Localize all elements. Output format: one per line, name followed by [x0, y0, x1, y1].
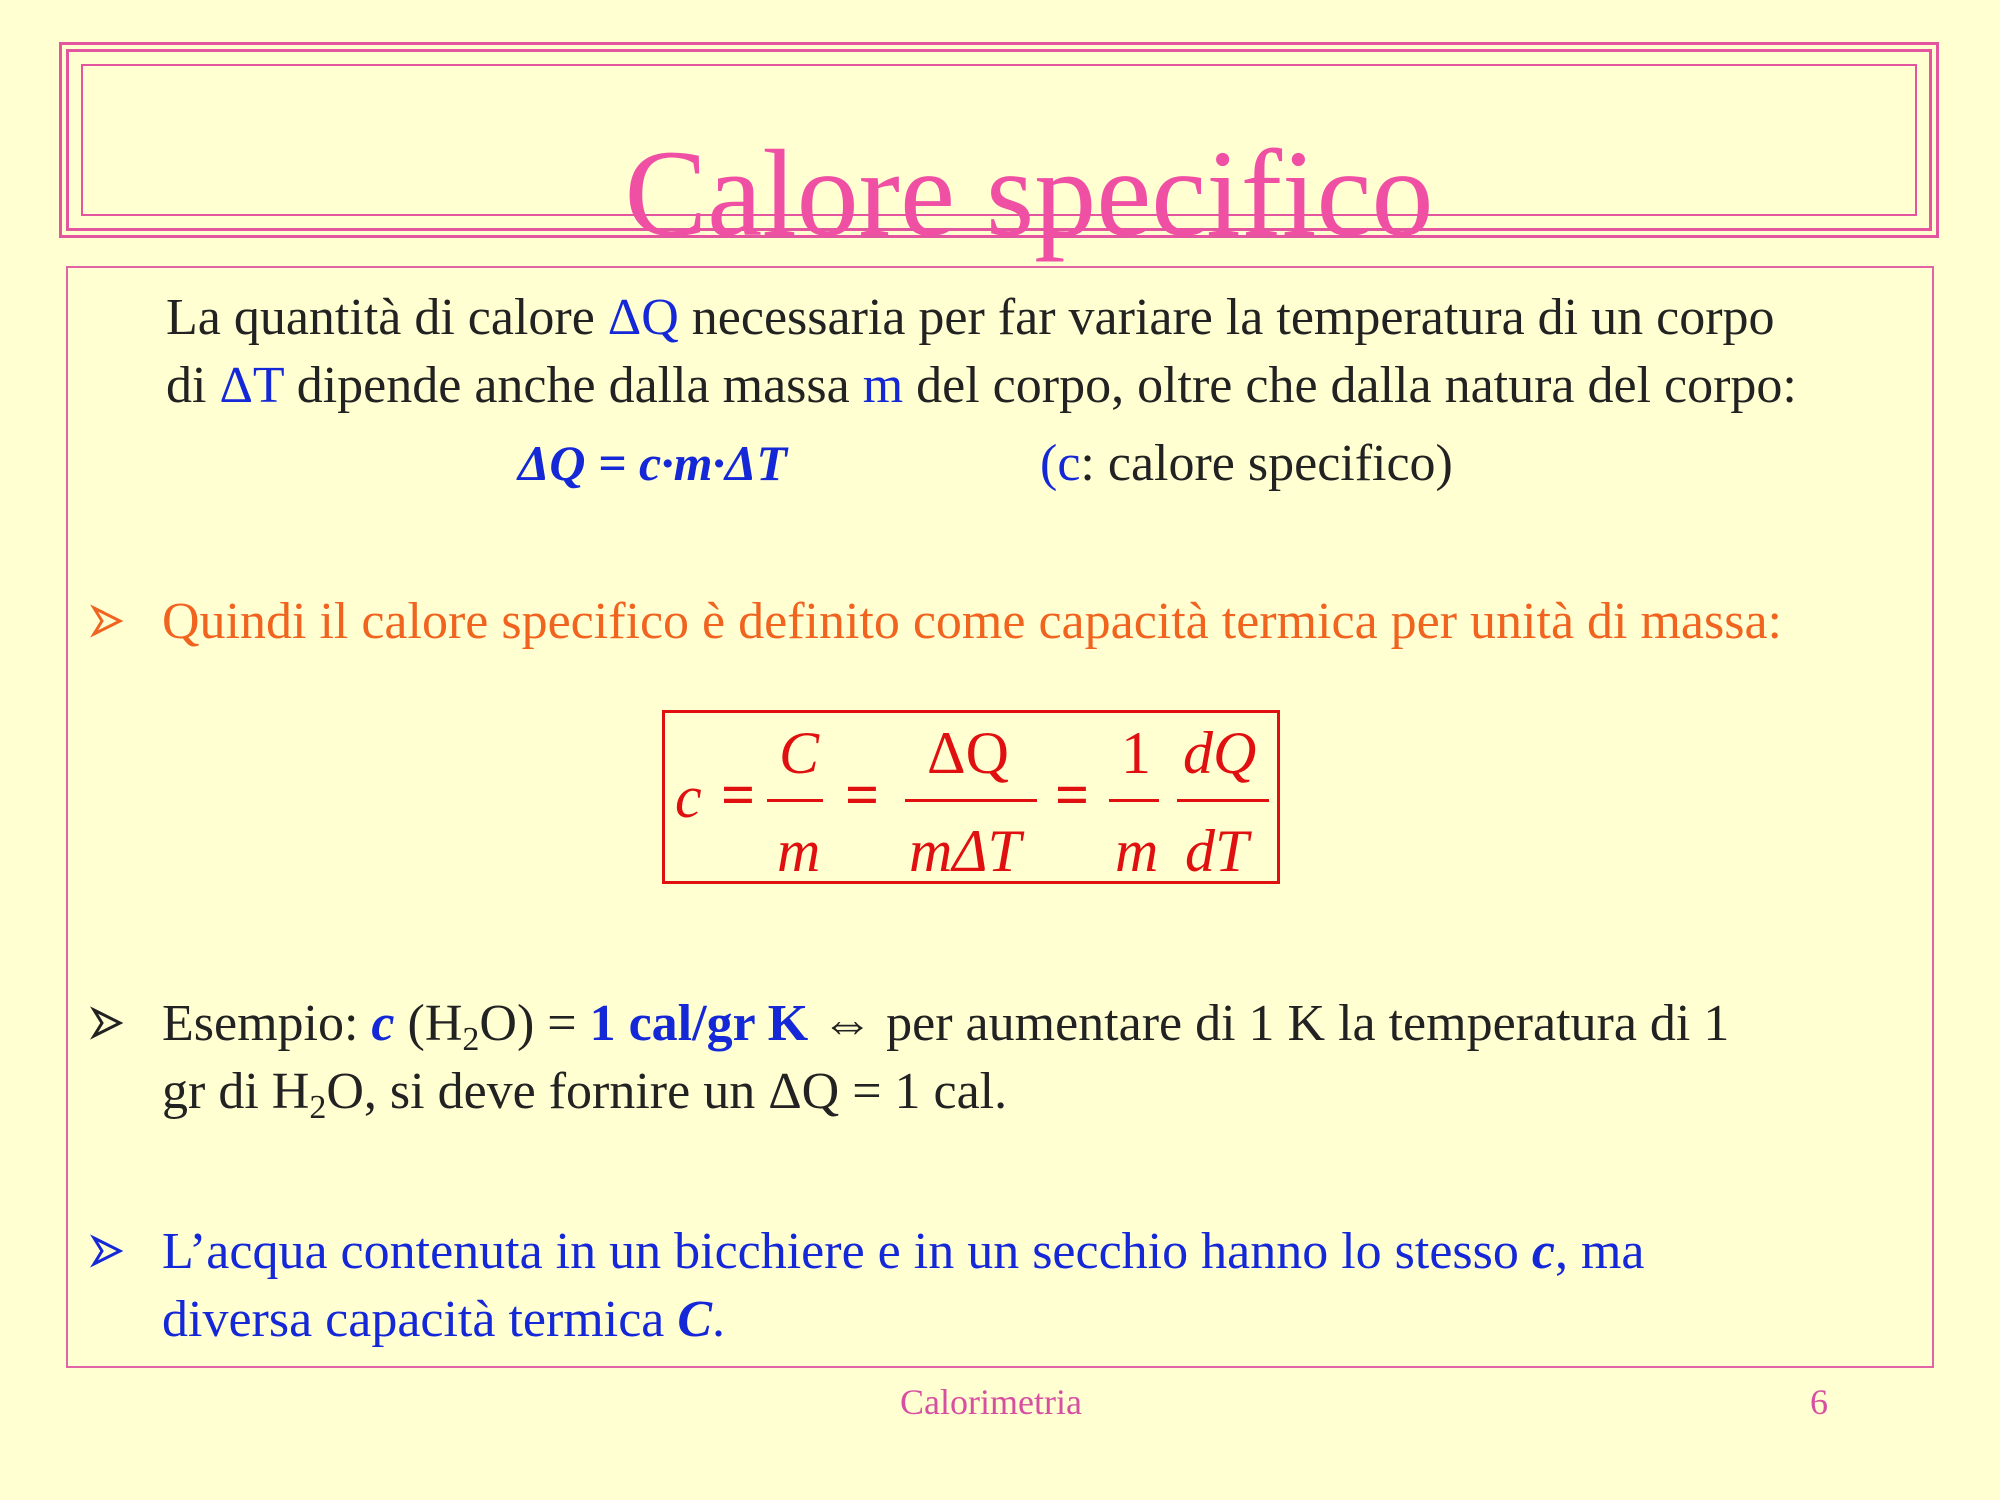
text-segment: La quantità di calore — [166, 289, 608, 346]
bullet-definition: Quindi il calore specifico è definito come capacità termica per unità di massa: — [162, 593, 1782, 650]
bullet-example-line-1 — [162, 995, 1730, 1058]
fraction-bar — [1109, 799, 1159, 802]
text-segment: ⇔ per aumentare di 1 K la temperatura di 1 — [808, 995, 1730, 1052]
arrow-bullet-icon — [90, 1234, 124, 1268]
text-segment: , ma — [1554, 1223, 1645, 1280]
text-segment: c — [371, 995, 395, 1052]
text-segment: . — [712, 1291, 726, 1348]
text-segment: c — [1057, 435, 1081, 492]
text-segment: L’acqua contenuta in un bicchiere e in un secchio hanno lo stesso — [162, 1223, 1532, 1280]
text-segment: del corpo, oltre che dalla natura del corpo: — [903, 357, 1797, 414]
bullet-example-line-2 — [162, 1063, 1008, 1126]
text-segment: ( — [1040, 435, 1058, 492]
formula-numerator-dQ: ΔQ — [927, 720, 1009, 786]
paragraph-line-2 — [166, 357, 1797, 414]
text-segment: (H — [394, 995, 463, 1052]
subscript: 2 — [309, 1089, 327, 1126]
formula-denominator-dT: dT — [1185, 818, 1249, 884]
text-segment: 1 cal/gr K — [589, 995, 809, 1052]
arrow-bullet-icon — [90, 604, 124, 638]
fraction-bar — [1177, 799, 1269, 802]
page-number: 6 — [1810, 1382, 1828, 1422]
subscript: 2 — [462, 1021, 480, 1058]
paragraph-line-1 — [166, 289, 1775, 346]
arrow-bullet-icon — [90, 1006, 124, 1040]
formula-c: c — [675, 764, 702, 830]
formula-denominator-mdT: mΔT — [909, 818, 1021, 884]
specific-heat-note — [1040, 435, 1453, 492]
bullet-water-line-2 — [162, 1291, 726, 1348]
text-segment: : calore specifico) — [1080, 435, 1453, 492]
text-segment: diversa capacità termica — [162, 1291, 678, 1348]
fraction-bar — [767, 799, 823, 802]
text-segment: O, si deve fornire un ΔQ = 1 cal. — [326, 1063, 1008, 1120]
text-segment: dipende anche dalla massa — [283, 357, 863, 414]
formula-numerator-C: C — [779, 720, 820, 786]
formula-equals: = — [845, 762, 880, 828]
title-frame — [59, 42, 1939, 262]
formula-numerator-dQ-derivative: dQ — [1183, 720, 1257, 786]
mass-symbol: m — [862, 357, 904, 414]
text-segment: necessaria per far variare la temperatura di un corpo — [678, 289, 1775, 346]
bullet-water-line-1 — [162, 1223, 1645, 1280]
text-segment: gr di H — [162, 1063, 310, 1120]
text-segment: O) = — [479, 995, 590, 1052]
text-segment: di — [166, 357, 220, 414]
formula-box — [662, 710, 1280, 884]
formula-numerator-1: 1 — [1121, 720, 1151, 786]
formula-denominator-m: m — [777, 818, 821, 884]
fraction-bar — [905, 799, 1037, 802]
heat-equation: ΔQ = c·m·ΔT — [518, 435, 787, 491]
delta-t-symbol: ΔT — [219, 357, 284, 414]
slide-title: Calore specifico — [624, 125, 1434, 262]
text-segment: Esempio: — [162, 995, 372, 1052]
text-segment: C — [677, 1291, 713, 1348]
formula-equals: = — [721, 762, 756, 828]
formula-denominator-m: m — [1115, 818, 1159, 884]
formula-equals: = — [1055, 762, 1090, 828]
delta-q-symbol: ΔQ — [607, 289, 679, 346]
text-segment: c — [1531, 1223, 1555, 1280]
footer-title: Calorimetria — [900, 1382, 1082, 1422]
